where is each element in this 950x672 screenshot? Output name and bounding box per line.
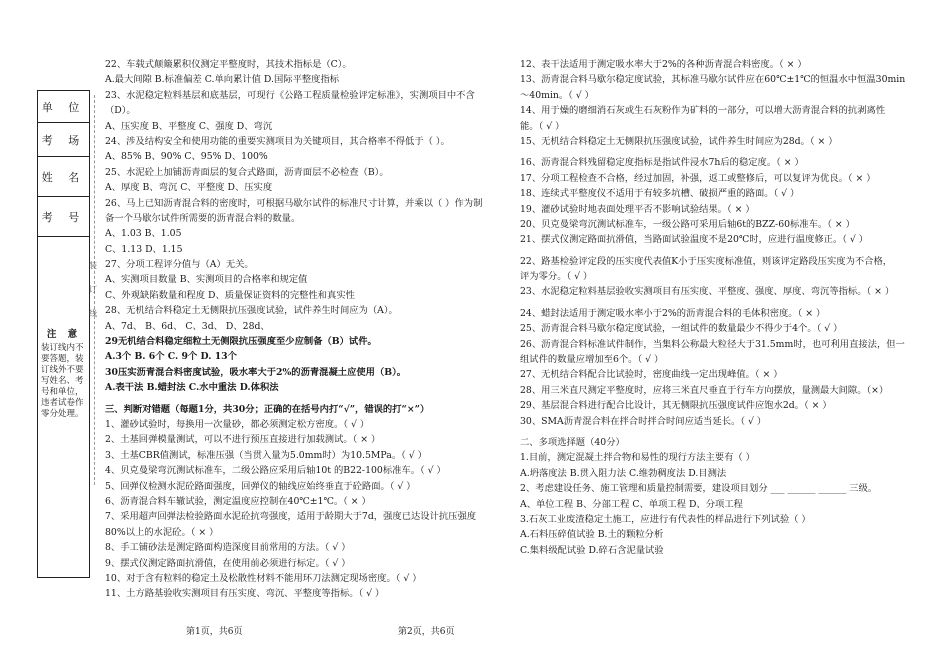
exam-number-field-label: 考 号 [38,197,89,237]
question-line: A、1.03 B、1.05 [105,228,182,240]
question-line: 28、无机结合料稳定土无侧限抗压强度试验，试件养生时间应为（A）。 [105,305,398,317]
left-page-column [105,57,510,602]
page-footer-right: 第2页，共6页 [398,627,455,637]
question-line: 30压实沥青混合料密度试验，吸水率大于2%的沥青混凝土应使用（B）。 [105,366,407,378]
question-line: 22、车载式颠簸累积仪测定平整度时，其技术指标是（C）。 [105,59,352,70]
question-line: 3、土基CBR值测试，标准压强（当贯入量为5.0mm时）为10.5MPa。（ √ ） [105,449,427,461]
question-line: 26、沥青混合料标准试件制作，当集料公称最大粒径大于31.5mm时，也可利用直接法，但一 [520,338,905,350]
notice-text: 装订线内不要答题，装订线外不要写姓名、考号和单位，违者试卷作零分处理。 [41,343,84,419]
question-line: 11、土方路基验收实测项目有压实度、弯沉、平整度等指标。（ √ ） [105,588,385,600]
question-line: 23、水泥稳定粒料基层和底基层，可现行《公路工程质量检验评定标准》，实测项目中不含 [105,89,475,101]
question-line: A、压实度 B、平整度 C、强度 D、弯沉 [105,120,273,132]
question-line: A、厚度 B、弯沉 C、平整度 D、压实度 [105,182,273,194]
question-line: 4、贝克曼梁弯沉测试标准车，二级公路应采用后轴10t 的B22-100标准车。（ √ ） [105,465,446,477]
cutline-label-3: 线 [89,309,97,318]
binding-sidebar [37,90,90,578]
question-line: 28、用三米直尺测定平整度时，应将三米直尺垂直于行车方向摆放，量测最大间隙。（×） [520,384,889,396]
question-line: 10、对于含有粒料的稳定土及松散性材料不能用环刀法测定现场密度。（ √ ） [105,572,422,584]
page-footer-left: 第1页，共6页 [186,627,243,637]
question-line: A.3个 B. 6个 C. 9个 D. 13个 [105,351,237,363]
question-line: 30、SMA沥青混合料在拌合时拌合时间应适当延长。（ √ ） [520,415,767,427]
question-line: 6、沥青混合料车辙试验，测定温度应控制在40℃±1℃。（ × ） [105,495,371,507]
question-line: 25、沥青混合料马歇尔稳定度试验，一组试件的数量最少不得少于4个。（ √ ） [520,323,843,335]
question-line: A.最大间隙 B.标准偏差 C.单向累计值 D.国际平整度指标 [105,74,340,86]
question-line: 29、基层混合料进行配合比设计，其无侧限抗压强度试件应饱水2d。（ × ） [520,400,832,412]
question-line: 1.目前，测定混凝土拌合物和易性的现行方法主要有（ ） [520,452,755,464]
exam-room-field-label: 考 场 [38,123,89,157]
question-line: 15、无机结合料稳定土无侧限抗压强度试验，试件养生时间应为28d。（ × ） [520,135,838,147]
question-line: 13、沥青混合料马歇尔稳定度试验，其标准马歇尔试件应在60℃±1℃的恒温水中恒温30min [520,74,906,86]
question-line: 2、土基回弹模量测试，可以不进行预压直接进行加载测试。（ × ） [105,434,381,446]
question-line: A、85% B、90% C、95% D、100% [105,151,268,163]
question-line: 27、分项工程评分值与（A）无关。 [105,259,254,271]
notice-block [41,329,87,420]
question-line: 三、判断对错题（每题1分，共30分；正确的在括号内打“√”，错误的打“×”） [105,403,430,415]
question-line: ～40min。（ √ ） [520,89,594,101]
question-line: C、外观缺陷数量和程度 D、质量保证资料的完整性和真实性 [105,289,355,301]
question-line: 24、涉及结构安全和使用功能的重要实测项目为关键项目，其合格率不得低于（ ）。 [105,135,450,147]
question-line: A.坍落度法 B.贯入阻力法 C.维勃稠度法 D.目测法 [520,467,727,479]
question-line: 组试件的数量应增加至6个。（ √ ） [520,354,664,366]
question-line: 8、手工铺砂法是测定路面构造深度目前常用的方法。（ √ ） [105,542,351,554]
question-line: （D）。 [105,105,136,117]
name-field-label: 姓 名 [38,157,89,197]
question-line: A.表干法 B.蜡封法 C.水中重法 D.体积法 [105,382,279,394]
question-line: 5、回弹仪检测水泥砼路面强度，回弹仪的轴线应始终垂直于砼路面。（ √ ） [105,480,416,492]
question-line: A、单位工程 B、分部工程 C、单项工程 D、分项工程 [520,498,743,510]
question-line: 备一个马歇尔试件所需要的沥青混合料的数量。 [105,212,301,224]
right-page-column [520,57,920,558]
question-line: C、1.13 D、1.15 [105,243,183,255]
question-line: 3.石灰工业废渣稳定土施工，应进行有代表性的样品进行下列试验（ ） [520,513,811,525]
question-line: 评为零分。（ √ ） [520,271,593,283]
question-line: 7、采用超声回弹法检验路面水泥砼抗弯强度，适用于龄期大于7d，强度已达设计抗压强度 [105,511,477,523]
question-line: 二、多项选择题（40分） [520,436,625,448]
question-line: 14、用于燥的磨细消石灰或生石灰粉作为矿料的一部分，可以增大沥青混合料的抗剥离性 [520,105,886,117]
question-line: 18、连续式平整度仪不适用于有较多坑槽、破损严重的路面。（ √ ） [520,188,800,200]
question-line: 2、考虑建设任务、施工管理和质量控制需要，建设项目划分 ___ ______ ______ 三级。 [520,483,878,495]
question-line: 1、灌砂试验时，每换用一次量砂，都必须测定松方密度。（ √ ） [105,418,370,430]
question-line: 12、表干法适用于测定吸水率大于2%的各种沥青混合料密度。（ × ） [520,59,807,70]
notice-title: 注 意 [46,329,82,340]
question-line: 27、无机结合料配合比试验时，密度曲线一定出现峰值。（ × ） [520,369,783,381]
question-line: A、实测项目数量 B、实测项目的合格率和规定值 [105,274,308,286]
question-line: C.集料级配试验 D.碎石含泥量试验 [520,544,664,556]
question-line: 17、分项工程检查不合格，经过加固，补强，返工或整修后，可以复评为优良。（ × ） [520,172,876,184]
question-line: 26、马上已知沥青混合料的密度时，可根据马歇尔试件的标准尺寸计算，并乘以（ ）作为制 [105,197,483,209]
question-line: A.石料压碎值试验 B.土的颗粒分析 [520,529,664,541]
question-line: 16、沥青混合料残留稳定度指标是指试件浸水7h后的稳定度。（ × ） [520,157,804,169]
question-line: 19、灌砂试验时地表面处理平否不影响试验结果。（ × ） [520,203,755,215]
unit-field-label: 单 位 [38,91,89,123]
question-line: 21、摆式仪测定路面抗滑值，当路面试验温度不是20℃时，应进行温度修正。（ √ ） [520,234,869,246]
question-line: 能。（ √ ） [520,120,565,132]
question-line: 23、水泥稳定粒料基层验收实测项目有压实度、平整度、强度、厚度、弯沉等指标。（ × ） [520,286,895,298]
question-line: A、7d、 B、6d、 C、3d、 D、28d、 [105,320,270,332]
question-line: 80%以上的水泥砼。（ × ） [105,526,219,538]
cutline-label-2: 订 [89,285,97,294]
question-line: 29无机结合料稳定细粒土无侧限抗压强度至少应制备（B）试件。 [105,336,377,348]
cutline-label-1: 装 [89,261,97,270]
question-line: 20、贝克曼梁弯沉测试标准车，一级公路可采用后轴6t的BZZ-60标准车。（ × ） [520,218,855,230]
question-line: 24、蜡封法适用于测定吸水率小于2%的沥青混合料的毛体积密度。（ × ） [520,307,826,319]
question-line: 22、路基检验评定段的压实度代表值K小于压实度标准值，则该评定路段压实度为不合格， [520,255,893,267]
question-line: 9、摆式仪测定路面抗滑值，在使用前必须进行标定。（ √ ） [105,557,351,569]
question-line: 25、水泥砼上加铺沥青面层的复合式路面，沥青面层不必检查（B）。 [105,166,389,178]
